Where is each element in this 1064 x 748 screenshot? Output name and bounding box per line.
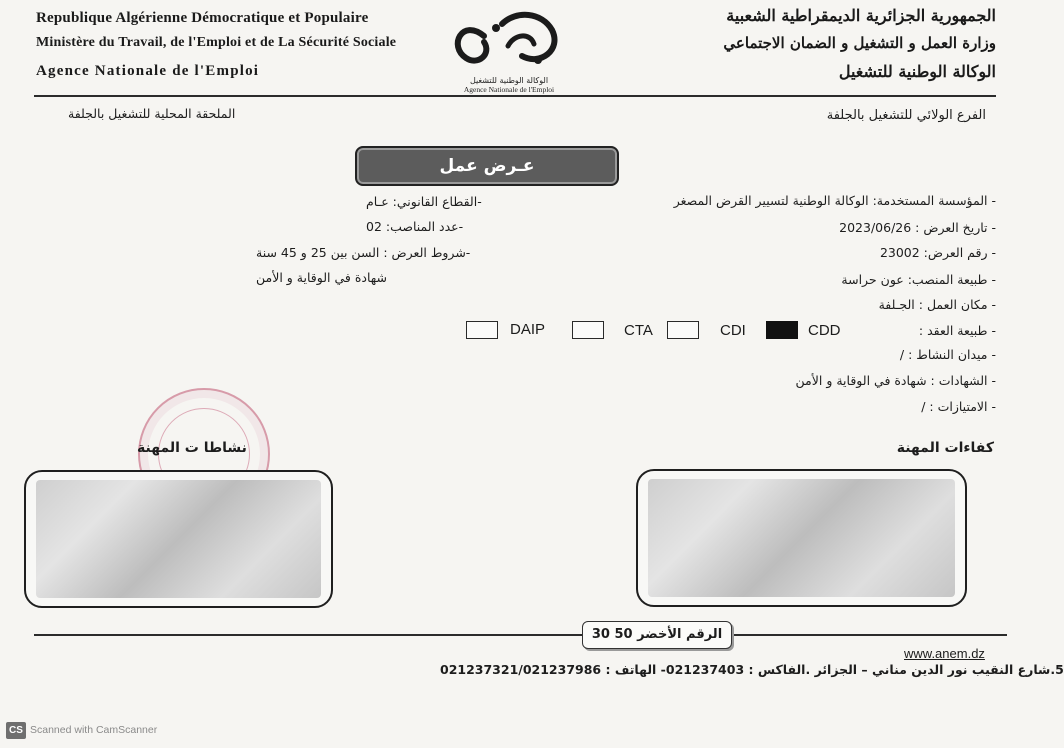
checkbox-cta [572, 321, 604, 339]
checkbox-cdi [667, 321, 699, 339]
competences-panel [636, 469, 967, 607]
footer-divider-right [731, 634, 1007, 636]
activities-panel [24, 470, 333, 608]
label-daip: DAIP [510, 321, 546, 338]
header-ar-line3: الوكالة الوطنية للتشغيل [838, 62, 996, 81]
label-cdd: CDD [808, 322, 841, 339]
green-number-box: الرقم الأخضر 50 30 [582, 621, 732, 649]
logo-caption-ar: الوكالة الوطنية للتشغيل [469, 76, 549, 85]
document-title: عـرض عمل [355, 146, 619, 186]
anem-logo [444, 6, 574, 94]
logo-caption-fr: Agence Nationale de l'Emploi [463, 85, 555, 94]
camscanner-text: Scanned with CamScanner [30, 724, 158, 736]
post-type: - طبيعة المنصب: عون حراسة [841, 272, 996, 287]
offer-number: - رقم العرض: 23002 [879, 245, 996, 260]
offer-date: - تاريخ العرض : 2023/06/26 [839, 220, 996, 235]
header-divider [34, 95, 996, 97]
camscanner-badge: CS [6, 722, 26, 739]
header-ar-line1: الجمهورية الجزائرية الديمقراطية الشعبية [726, 6, 996, 25]
positions-count: -عدد المناصب: 02 [366, 219, 464, 234]
footer-divider-left [34, 634, 582, 636]
diplomas: - الشهادات : شهادة في الوقاية و الأمن [795, 373, 996, 388]
header-fr-line3: Agence Nationale de l'Emploi [36, 63, 260, 79]
activity-field: - ميدان النشاط : / [899, 347, 996, 362]
work-place: - مكان العمل : الجـلفة [878, 297, 996, 312]
legal-sector: -القطاع القانوني: عـام [366, 194, 482, 209]
sub-header-left: الملحقة المحلية للتشغيل بالجلفة [68, 106, 236, 121]
employer: - المؤسسة المستخدمة: الوكالة الوطنية لتسيير القرض المصغر [673, 193, 996, 208]
footer-address: 5.شارع النقيب نور الدين مناني – الجزائر .الفاكس : 021237403- الهاتف : 021237321/021237986 [440, 662, 1064, 677]
sub-header-right: الفرع الولائي للتشغيل بالجلفة [826, 108, 986, 123]
label-cta: CTA [624, 322, 653, 339]
activities-heading: نشاطا ت المهنة [137, 440, 247, 456]
header-fr-line1: Republique Algérienne Démocratique et Populaire [36, 10, 369, 26]
offer-conditions: -شروط العرض : السن بين 25 و 45 سنة [256, 245, 471, 260]
website-link[interactable]: www.anem.dz [904, 646, 985, 661]
label-cdi: CDI [720, 322, 746, 339]
anem-logo-icon [444, 6, 574, 72]
header-ar-line2: وزارة العمل و التشغيل و الضمان الاجتماعي [723, 34, 996, 52]
privileges: - الامتيازات : / [921, 399, 996, 414]
checkbox-cdd [766, 321, 798, 339]
condition-certificate: شهادة في الوقاية و الأمن [256, 270, 387, 285]
header-fr-line2: Ministère du Travail, de l'Emploi et de La Sécurité Sociale [36, 35, 397, 50]
competences-heading: كفاءات المهنة [896, 440, 994, 456]
contract-type-label: - طبيعة العقد : [918, 323, 996, 338]
checkbox-daip [466, 321, 498, 339]
